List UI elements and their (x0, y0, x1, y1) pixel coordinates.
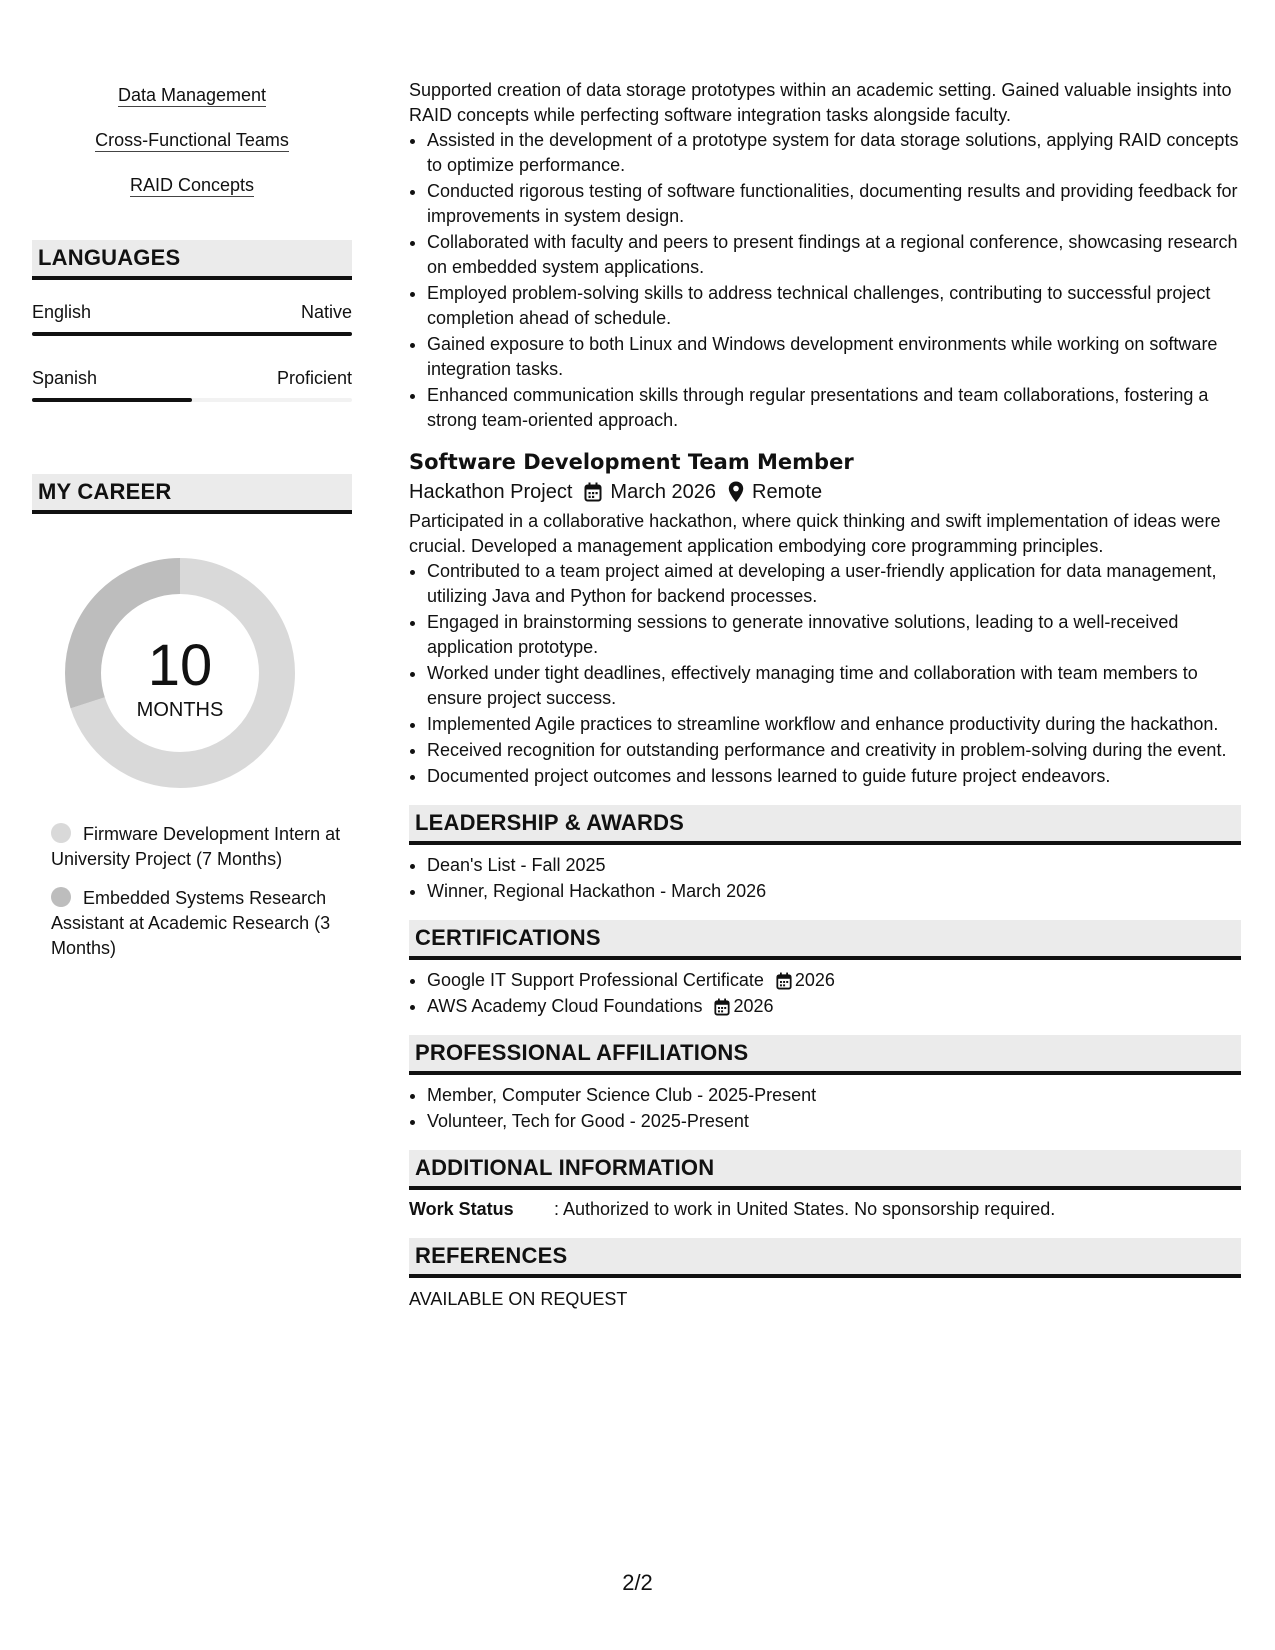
list-item (427, 994, 1241, 1019)
location-pin-icon (728, 481, 744, 503)
affiliations-section (409, 1035, 1241, 1134)
main-content (409, 78, 1241, 1312)
previous-role-summary: Supported creation of data storage prototypes within an academic setting. Gained valuable insights into RAID concepts while perfecting software integration tasks alongside faculty. (409, 80, 1232, 125)
language-name: English (32, 302, 92, 322)
list-item: • Member, Computer Science Club - 2025-Present (427, 1083, 1241, 1108)
previous-role-bullets (409, 128, 1241, 433)
certifications-heading: CERTIFICATIONS (409, 920, 1241, 960)
cert-name: • Google IT Support Professional Certificate (427, 970, 764, 990)
leadership-heading: LEADERSHIP & AWARDS (409, 805, 1241, 845)
page-number: 2/2 (622, 1570, 653, 1595)
certifications-section (409, 920, 1241, 1019)
cert-year: 2026 (733, 996, 774, 1016)
list-item: • Contributed to a team project aimed at developing a user-friendly application for data management, utilizing Java and Python for backend processes. (427, 559, 1241, 609)
job-meta (409, 477, 1241, 507)
skill-item: RAID Concepts (129, 175, 255, 195)
language-bar-fill (32, 398, 192, 402)
affiliations-heading: PROFESSIONAL AFFILIATIONS (409, 1035, 1241, 1075)
list-item: • Received recognition for outstanding performance and creativity in problem-solving during the event. (427, 738, 1241, 763)
calendar-icon (714, 998, 730, 1016)
job-location: Remote (752, 481, 823, 503)
list-item: • Assisted in the development of a prototype system for data storage solutions, applying RAID concepts to optimize performance. (427, 128, 1241, 178)
legend-item: Embedded Systems Research Assistant at Academic Research (3 Months) (51, 888, 331, 958)
career-donut (65, 558, 295, 788)
list-item: • Gained exposure to both Linux and Windows development environments while working on software integration tasks. (427, 332, 1241, 382)
list-item: • Collaborated with faculty and peers to present findings at a regional conference, showcasing research on embedded system applications. (427, 230, 1241, 280)
career-legend (51, 822, 341, 961)
list-item: • Volunteer, Tech for Good - 2025-Present (427, 1109, 1241, 1134)
list-item: • Documented project outcomes and lessons learned to guide future project endeavors. (427, 764, 1241, 789)
list-item: • Employed problem-solving skills to address technical challenges, contributing to successful project completion ahead of schedule. (427, 281, 1241, 331)
list-item: • Winner, Regional Hackathon - March 2026 (427, 879, 1241, 904)
skill-item: Data Management (117, 85, 267, 105)
list-item: • Conducted rigorous testing of software functionalities, documenting results and providing feedback for improvements in system design. (427, 179, 1241, 229)
calendar-icon (584, 482, 602, 502)
skill-item: Cross-Functional Teams (95, 130, 289, 150)
language-level: Proficient (276, 368, 352, 388)
list-item: • Implemented Agile practices to streamline workflow and enhance productivity during the hackathon. (427, 712, 1241, 737)
cert-year: 2026 (794, 970, 835, 990)
legend-dot (51, 823, 71, 843)
sidebar (32, 80, 352, 975)
job-summary: Participated in a collaborative hackathon, where quick thinking and swift implementation of ideas were crucial. Developed a management application embodying core programming principles. (409, 511, 1221, 556)
legend-item: Firmware Development Intern at University Project (7 Months) (51, 824, 341, 869)
work-status-value: : Authorized to work in United States. No sponsorship required. (554, 1199, 1056, 1219)
list-item: • Engaged in brainstorming sessions to generate innovative solutions, leading to a well-received application prototype. (427, 610, 1241, 660)
list-item (427, 968, 1241, 993)
cert-name: • AWS Academy Cloud Foundations (427, 996, 703, 1016)
career-total-number: 10 (147, 633, 213, 698)
language-spanish (32, 366, 352, 402)
list-item: • Worked under tight deadlines, effectively managing time and collaboration with team members to ensure project success. (427, 661, 1241, 711)
career-total-unit: MONTHS (136, 699, 224, 721)
language-english (32, 300, 352, 336)
references-section (409, 1238, 1241, 1312)
job-date: March 2026 (610, 481, 717, 503)
calendar-icon (776, 972, 792, 990)
language-bar (32, 332, 352, 336)
list-item: • Dean's List - Fall 2025 (427, 853, 1241, 878)
job-title: Software Development Team Member (409, 450, 854, 474)
language-level: Native (300, 302, 352, 322)
references-text: AVAILABLE ON REQUEST (409, 1289, 628, 1309)
references-heading: REFERENCES (409, 1238, 1241, 1278)
job-company: Hackathon Project (409, 481, 573, 503)
languages-heading: LANGUAGES (32, 240, 352, 280)
language-bar-fill (32, 332, 352, 336)
language-name: Spanish (32, 368, 98, 388)
work-status-row (409, 1196, 1241, 1222)
job-bullets (409, 559, 1241, 789)
additional-heading: ADDITIONAL INFORMATION (409, 1150, 1241, 1190)
work-status-label: Work Status (409, 1199, 514, 1219)
leadership-section (409, 805, 1241, 904)
additional-section (409, 1150, 1241, 1222)
list-item: • Enhanced communication skills through regular presentations and team collaborations, fostering a strong team-oriented approach. (427, 383, 1241, 433)
career-heading: MY CAREER (32, 474, 352, 514)
language-bar (32, 398, 352, 402)
legend-dot (51, 887, 71, 907)
